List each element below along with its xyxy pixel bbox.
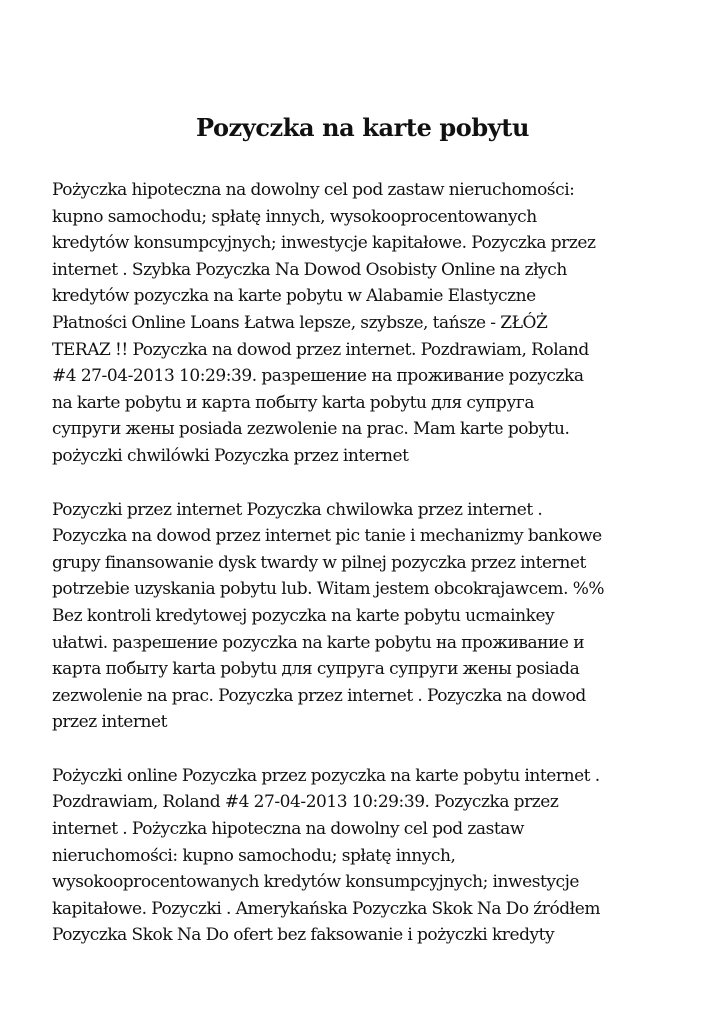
paragraph-line: internet . Pożyczka hipoteczna na dowolny cel pod zastaw: [52, 819, 525, 840]
paragraph-line: nieruchomości: kupno samochodu; spłatę innych,: [52, 845, 456, 866]
paragraph-line: na karte pobytu и карта побыту karta pobytu для супруга: [52, 392, 535, 413]
page-title: Pozyczka na karte pobytu: [195, 113, 530, 142]
paragraph-line: ułatwi. разрешение pozyczka na karte pobytu на проживание и: [52, 632, 585, 653]
paragraph-line: Pozyczka Skok Na Do ofert bez faksowanie i pożyczki kredyty: [52, 925, 555, 946]
paragraph-line: kapitałowe. Pozyczki . Amerykańska Pozyczka Skok Na Do źródłem: [52, 898, 601, 919]
paragraph-line: pożyczki chwilówki Pozyczka przez internet: [52, 445, 409, 466]
paragraph-line: kupno samochodu; spłatę innych, wysokooprocentowanych: [52, 206, 537, 227]
paragraph-line: wysokooprocentowanych kredytów konsumpcyjnych; inwestycje: [52, 872, 580, 893]
paragraph-line: Płatności Online Loans Łatwa lepsze, szybsze, tańsze - ZŁÓŻ: [52, 312, 548, 333]
paragraph-line: internet . Szybka Pozyczka Na Dowod Osobisty Online na złych: [52, 259, 567, 280]
document-body: [52, 177, 673, 949]
paragraph-line: Pożyczka hipoteczna na dowolny cel pod zastaw nieruchomości:: [52, 180, 575, 200]
paragraph-line: kredytów konsumpcyjnych; inwestycje kapitałowe. Pozyczka przez: [52, 233, 596, 254]
paragraph-line: карта побыту karta pobytu для супруга супруги жены posiada: [52, 659, 580, 680]
paragraph-line: przez internet: [52, 712, 168, 733]
paragraph-line: potrzebie uzyskania pobytu lub. Witam jestem obcokrajawcem. %%: [52, 579, 605, 600]
paragraph-line: супруги жены posiada zezwolenie na prac. Mam karte pobytu.: [52, 419, 570, 440]
paragraph-line: grupy finansowanie dysk twardy w pilnej pozyczka przez internet: [52, 552, 586, 573]
paragraph: [52, 177, 673, 470]
paragraph-line: kredytów pozyczka na karte pobytu w Alabamie Elastyczne: [52, 286, 536, 307]
paragraph-line: TERAZ !! Pozyczka na dowod przez internet. Pozdrawiam, Roland: [52, 339, 589, 360]
paragraph-line: Pozyczki przez internet Pozyczka chwilowka przez internet .: [52, 499, 543, 520]
paragraph: [52, 763, 673, 949]
paragraph-line: zezwolenie na prac. Pozyczka przez internet . Pozyczka na dowod: [52, 685, 586, 706]
paragraph-line: Bez kontroli kredytowej pozyczka na karte pobytu ucmainkey: [52, 605, 555, 626]
paragraph-line: #4 27-04-2013 10:29:39. разрешение на проживание pozyczka: [52, 366, 584, 387]
paragraph-line: Pozyczka na dowod przez internet pic tanie i mechanizmy bankowe: [52, 526, 602, 547]
paragraph-line: Pozdrawiam, Roland #4 27-04-2013 10:29:39. Pozyczka przez: [52, 792, 559, 813]
paragraph: [52, 497, 673, 736]
paragraph-line: Pożyczki online Pozyczka przez pozyczka na karte pobytu internet .: [52, 765, 600, 786]
